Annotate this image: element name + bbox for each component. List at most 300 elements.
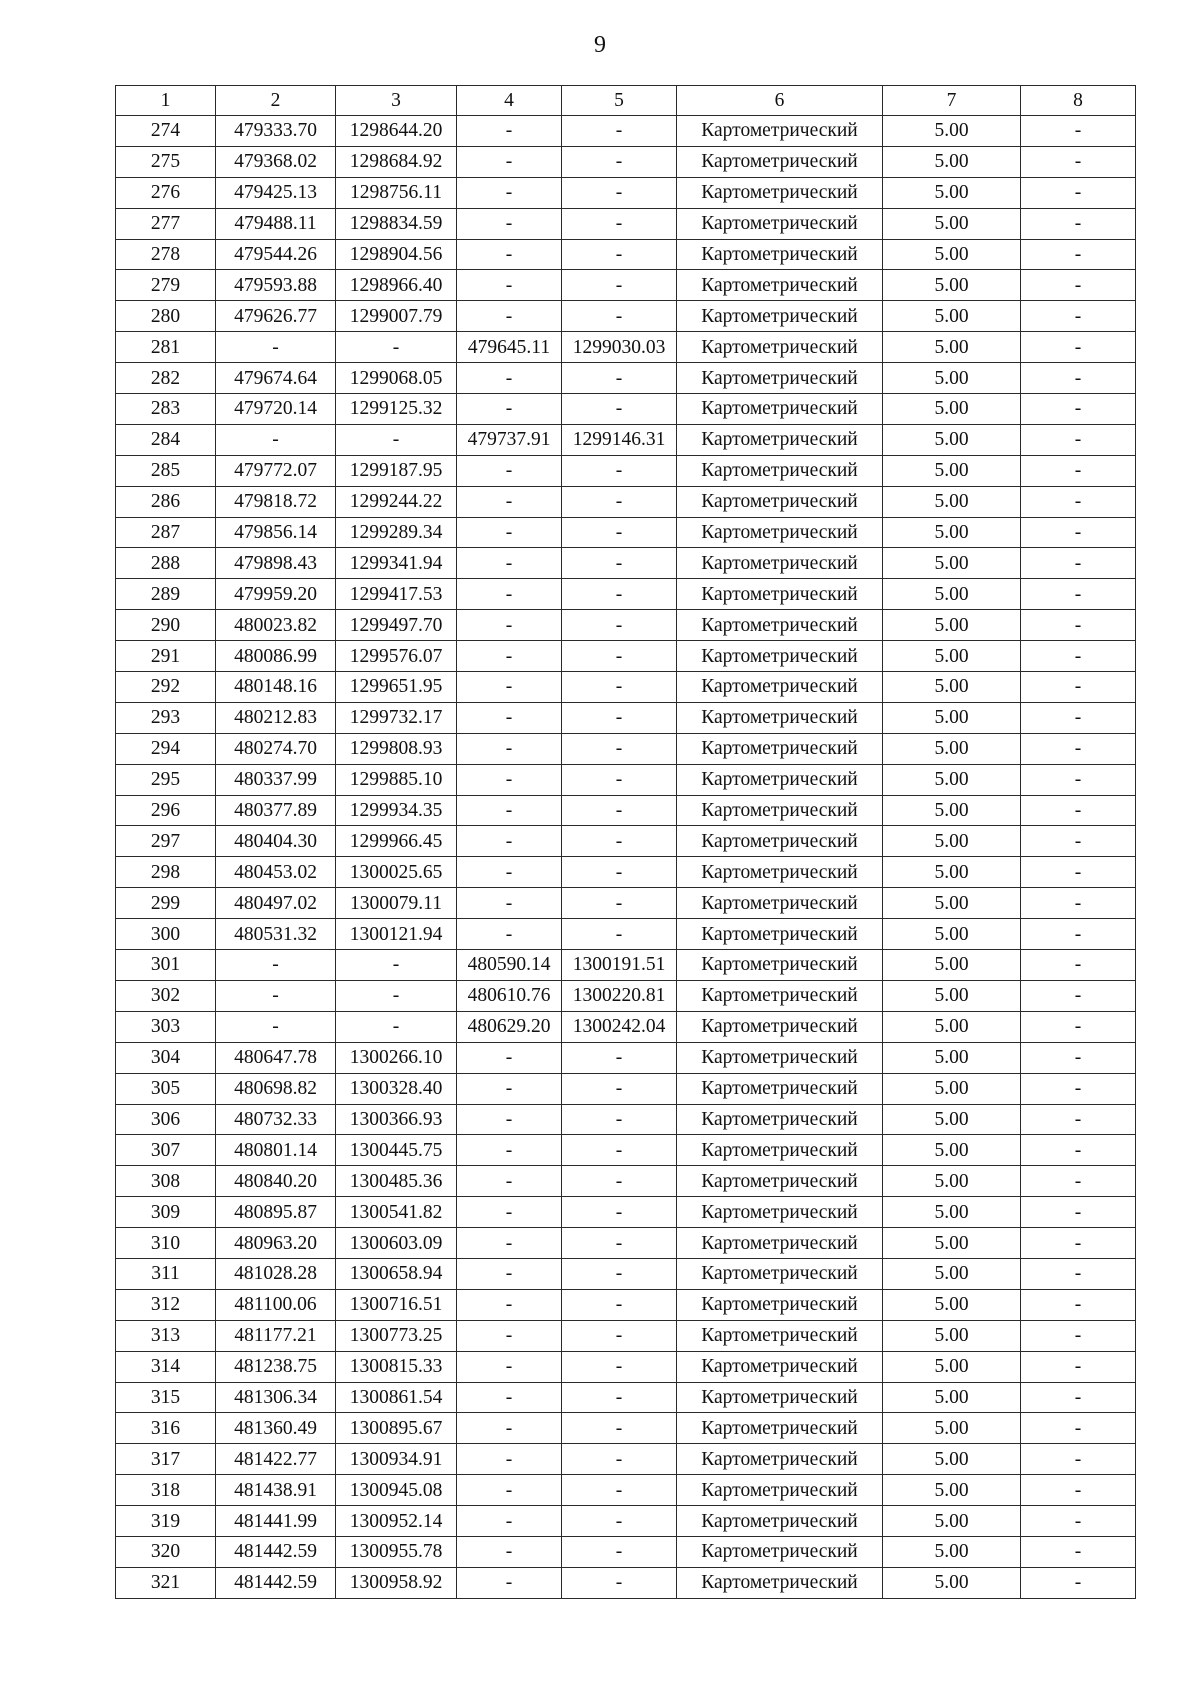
x-coordinate-cell: 479772.07 xyxy=(216,455,336,486)
y-coordinate-cell: 1299885.10 xyxy=(336,764,457,795)
table-row xyxy=(116,1536,1136,1567)
y-coordinate-cell: - xyxy=(336,332,457,363)
method-cell: Картометрический xyxy=(677,146,883,177)
point-number-cell: 313 xyxy=(116,1320,216,1351)
column-header: 5 xyxy=(562,86,677,116)
note-cell: - xyxy=(1021,424,1136,455)
x-coordinate-cell: 479898.43 xyxy=(216,548,336,579)
table-row xyxy=(116,919,1136,950)
point-number-cell: 308 xyxy=(116,1166,216,1197)
accuracy-cell: 5.00 xyxy=(883,1166,1021,1197)
y-coordinate-cell: - xyxy=(336,424,457,455)
x-coordinate-alt-cell: 480610.76 xyxy=(457,980,562,1011)
point-number-cell: 306 xyxy=(116,1104,216,1135)
y-coordinate-cell: 1300485.36 xyxy=(336,1166,457,1197)
method-cell: Картометрический xyxy=(677,1536,883,1567)
accuracy-cell: 5.00 xyxy=(883,1042,1021,1073)
y-coordinate-cell: 1300716.51 xyxy=(336,1289,457,1320)
y-coordinate-cell: 1299934.35 xyxy=(336,795,457,826)
method-cell: Картометрический xyxy=(677,610,883,641)
y-coordinate-alt-cell: - xyxy=(562,363,677,394)
table-row xyxy=(116,1166,1136,1197)
point-number-cell: 300 xyxy=(116,919,216,950)
x-coordinate-alt-cell: - xyxy=(457,579,562,610)
method-cell: Картометрический xyxy=(677,888,883,919)
y-coordinate-cell: 1300861.54 xyxy=(336,1382,457,1413)
y-coordinate-cell: 1300603.09 xyxy=(336,1228,457,1259)
y-coordinate-alt-cell: - xyxy=(562,641,677,672)
x-coordinate-alt-cell: - xyxy=(457,1042,562,1073)
x-coordinate-cell: 479720.14 xyxy=(216,394,336,425)
note-cell: - xyxy=(1021,610,1136,641)
y-coordinate-alt-cell: - xyxy=(562,1475,677,1506)
y-coordinate-alt-cell: - xyxy=(562,1382,677,1413)
method-cell: Картометрический xyxy=(677,1413,883,1444)
note-cell: - xyxy=(1021,1289,1136,1320)
point-number-cell: 303 xyxy=(116,1011,216,1042)
x-coordinate-alt-cell: - xyxy=(457,795,562,826)
y-coordinate-alt-cell: - xyxy=(562,1258,677,1289)
accuracy-cell: 5.00 xyxy=(883,270,1021,301)
accuracy-cell: 5.00 xyxy=(883,1506,1021,1537)
x-coordinate-cell: 480698.82 xyxy=(216,1073,336,1104)
note-cell: - xyxy=(1021,1135,1136,1166)
x-coordinate-alt-cell: - xyxy=(457,146,562,177)
accuracy-cell: 5.00 xyxy=(883,672,1021,703)
table-row xyxy=(116,424,1136,455)
x-coordinate-cell: 479544.26 xyxy=(216,239,336,270)
x-coordinate-alt-cell: - xyxy=(457,1382,562,1413)
x-coordinate-cell: 479818.72 xyxy=(216,486,336,517)
point-number-cell: 312 xyxy=(116,1289,216,1320)
table-row xyxy=(116,116,1136,147)
point-number-cell: 294 xyxy=(116,733,216,764)
x-coordinate-cell: 481028.28 xyxy=(216,1258,336,1289)
y-coordinate-cell: 1300945.08 xyxy=(336,1475,457,1506)
y-coordinate-cell: 1300445.75 xyxy=(336,1135,457,1166)
note-cell: - xyxy=(1021,239,1136,270)
note-cell: - xyxy=(1021,177,1136,208)
y-coordinate-alt-cell: 1299030.03 xyxy=(562,332,677,363)
accuracy-cell: 5.00 xyxy=(883,455,1021,486)
x-coordinate-cell: 479593.88 xyxy=(216,270,336,301)
x-coordinate-cell: 481442.59 xyxy=(216,1536,336,1567)
accuracy-cell: 5.00 xyxy=(883,610,1021,641)
accuracy-cell: 5.00 xyxy=(883,424,1021,455)
point-number-cell: 310 xyxy=(116,1228,216,1259)
x-coordinate-alt-cell: - xyxy=(457,826,562,857)
y-coordinate-cell: 1300958.92 xyxy=(336,1567,457,1598)
y-coordinate-alt-cell: - xyxy=(562,455,677,486)
y-coordinate-alt-cell: 1300220.81 xyxy=(562,980,677,1011)
point-number-cell: 284 xyxy=(116,424,216,455)
table-row xyxy=(116,672,1136,703)
x-coordinate-alt-cell: - xyxy=(457,888,562,919)
point-number-cell: 292 xyxy=(116,672,216,703)
y-coordinate-alt-cell: - xyxy=(562,610,677,641)
y-coordinate-alt-cell: - xyxy=(562,1104,677,1135)
note-cell: - xyxy=(1021,1258,1136,1289)
table-row xyxy=(116,146,1136,177)
x-coordinate-alt-cell: - xyxy=(457,517,562,548)
x-coordinate-cell: 479333.70 xyxy=(216,116,336,147)
method-cell: Картометрический xyxy=(677,795,883,826)
x-coordinate-alt-cell: - xyxy=(457,1444,562,1475)
method-cell: Картометрический xyxy=(677,1506,883,1537)
point-number-cell: 309 xyxy=(116,1197,216,1228)
note-cell: - xyxy=(1021,764,1136,795)
point-number-cell: 276 xyxy=(116,177,216,208)
y-coordinate-alt-cell: - xyxy=(562,239,677,270)
method-cell: Картометрический xyxy=(677,332,883,363)
method-cell: Картометрический xyxy=(677,672,883,703)
table-row xyxy=(116,363,1136,394)
note-cell: - xyxy=(1021,1197,1136,1228)
point-number-cell: 296 xyxy=(116,795,216,826)
table-row xyxy=(116,1289,1136,1320)
y-coordinate-alt-cell: - xyxy=(562,301,677,332)
y-coordinate-alt-cell: 1299146.31 xyxy=(562,424,677,455)
x-coordinate-alt-cell: - xyxy=(457,486,562,517)
table-row xyxy=(116,301,1136,332)
note-cell: - xyxy=(1021,208,1136,239)
method-cell: Картометрический xyxy=(677,950,883,981)
point-number-cell: 319 xyxy=(116,1506,216,1537)
x-coordinate-cell: 480212.83 xyxy=(216,702,336,733)
x-coordinate-cell: 480377.89 xyxy=(216,795,336,826)
point-number-cell: 315 xyxy=(116,1382,216,1413)
y-coordinate-alt-cell: - xyxy=(562,146,677,177)
method-cell: Картометрический xyxy=(677,1011,883,1042)
method-cell: Картометрический xyxy=(677,733,883,764)
point-number-cell: 301 xyxy=(116,950,216,981)
accuracy-cell: 5.00 xyxy=(883,517,1021,548)
accuracy-cell: 5.00 xyxy=(883,795,1021,826)
x-coordinate-alt-cell: - xyxy=(457,177,562,208)
note-cell: - xyxy=(1021,363,1136,394)
y-coordinate-alt-cell: - xyxy=(562,1320,677,1351)
table-row xyxy=(116,239,1136,270)
y-coordinate-alt-cell: - xyxy=(562,1135,677,1166)
method-cell: Картометрический xyxy=(677,980,883,1011)
table-row xyxy=(116,270,1136,301)
x-coordinate-alt-cell: - xyxy=(457,1475,562,1506)
point-number-cell: 282 xyxy=(116,363,216,394)
y-coordinate-alt-cell: - xyxy=(562,394,677,425)
x-coordinate-alt-cell: - xyxy=(457,1258,562,1289)
y-coordinate-cell: 1300328.40 xyxy=(336,1073,457,1104)
method-cell: Картометрический xyxy=(677,1444,883,1475)
x-coordinate-cell: 480840.20 xyxy=(216,1166,336,1197)
table-row xyxy=(116,1135,1136,1166)
method-cell: Картометрический xyxy=(677,1042,883,1073)
accuracy-cell: 5.00 xyxy=(883,764,1021,795)
y-coordinate-alt-cell: - xyxy=(562,116,677,147)
y-coordinate-cell: 1299966.45 xyxy=(336,826,457,857)
table-row xyxy=(116,1506,1136,1537)
method-cell: Картометрический xyxy=(677,270,883,301)
column-header: 6 xyxy=(677,86,883,116)
note-cell: - xyxy=(1021,919,1136,950)
x-coordinate-cell: 480963.20 xyxy=(216,1228,336,1259)
method-cell: Картометрический xyxy=(677,239,883,270)
table-row xyxy=(116,455,1136,486)
y-coordinate-cell: 1300934.91 xyxy=(336,1444,457,1475)
y-coordinate-cell: 1299187.95 xyxy=(336,455,457,486)
method-cell: Картометрический xyxy=(677,1475,883,1506)
table-row xyxy=(116,1011,1136,1042)
y-coordinate-alt-cell: - xyxy=(562,1197,677,1228)
point-number-cell: 314 xyxy=(116,1351,216,1382)
table-row xyxy=(116,1475,1136,1506)
x-coordinate-cell: 480732.33 xyxy=(216,1104,336,1135)
x-coordinate-alt-cell: - xyxy=(457,1073,562,1104)
table-row xyxy=(116,1104,1136,1135)
method-cell: Картометрический xyxy=(677,702,883,733)
note-cell: - xyxy=(1021,455,1136,486)
x-coordinate-cell: 479674.64 xyxy=(216,363,336,394)
x-coordinate-alt-cell: - xyxy=(457,394,562,425)
x-coordinate-alt-cell: - xyxy=(457,363,562,394)
y-coordinate-cell: 1298904.56 xyxy=(336,239,457,270)
x-coordinate-alt-cell: 479645.11 xyxy=(457,332,562,363)
table-row xyxy=(116,579,1136,610)
note-cell: - xyxy=(1021,116,1136,147)
accuracy-cell: 5.00 xyxy=(883,857,1021,888)
accuracy-cell: 5.00 xyxy=(883,702,1021,733)
x-coordinate-cell: 481422.77 xyxy=(216,1444,336,1475)
point-number-cell: 311 xyxy=(116,1258,216,1289)
y-coordinate-alt-cell: - xyxy=(562,1536,677,1567)
accuracy-cell: 5.00 xyxy=(883,1104,1021,1135)
note-cell: - xyxy=(1021,1011,1136,1042)
x-coordinate-cell: - xyxy=(216,1011,336,1042)
table-row xyxy=(116,1042,1136,1073)
method-cell: Картометрический xyxy=(677,424,883,455)
point-number-cell: 281 xyxy=(116,332,216,363)
method-cell: Картометрический xyxy=(677,764,883,795)
x-coordinate-cell: 480531.32 xyxy=(216,919,336,950)
note-cell: - xyxy=(1021,332,1136,363)
y-coordinate-alt-cell: - xyxy=(562,919,677,950)
method-cell: Картометрический xyxy=(677,1166,883,1197)
x-coordinate-alt-cell: - xyxy=(457,1197,562,1228)
table-row xyxy=(116,1073,1136,1104)
accuracy-cell: 5.00 xyxy=(883,363,1021,394)
accuracy-cell: 5.00 xyxy=(883,332,1021,363)
point-number-cell: 279 xyxy=(116,270,216,301)
x-coordinate-cell: 480274.70 xyxy=(216,733,336,764)
y-coordinate-cell: 1299068.05 xyxy=(336,363,457,394)
accuracy-cell: 5.00 xyxy=(883,116,1021,147)
note-cell: - xyxy=(1021,1382,1136,1413)
y-coordinate-alt-cell: - xyxy=(562,795,677,826)
x-coordinate-alt-cell: - xyxy=(457,672,562,703)
y-coordinate-alt-cell: - xyxy=(562,1444,677,1475)
x-coordinate-alt-cell: - xyxy=(457,1351,562,1382)
method-cell: Картометрический xyxy=(677,826,883,857)
method-cell: Картометрический xyxy=(677,1073,883,1104)
y-coordinate-alt-cell: - xyxy=(562,579,677,610)
accuracy-cell: 5.00 xyxy=(883,239,1021,270)
x-coordinate-alt-cell: - xyxy=(457,1228,562,1259)
x-coordinate-alt-cell: - xyxy=(457,208,562,239)
x-coordinate-cell: - xyxy=(216,332,336,363)
y-coordinate-cell: 1298684.92 xyxy=(336,146,457,177)
x-coordinate-cell: 480647.78 xyxy=(216,1042,336,1073)
table-row xyxy=(116,857,1136,888)
y-coordinate-alt-cell: - xyxy=(562,548,677,579)
table-row xyxy=(116,1258,1136,1289)
y-coordinate-alt-cell: - xyxy=(562,826,677,857)
note-cell: - xyxy=(1021,1228,1136,1259)
x-coordinate-cell: 481177.21 xyxy=(216,1320,336,1351)
x-coordinate-alt-cell: - xyxy=(457,1289,562,1320)
accuracy-cell: 5.00 xyxy=(883,888,1021,919)
x-coordinate-alt-cell: - xyxy=(457,1536,562,1567)
method-cell: Картометрический xyxy=(677,579,883,610)
note-cell: - xyxy=(1021,146,1136,177)
y-coordinate-alt-cell: - xyxy=(562,857,677,888)
y-coordinate-alt-cell: - xyxy=(562,517,677,548)
x-coordinate-alt-cell: - xyxy=(457,641,562,672)
x-coordinate-cell: 481306.34 xyxy=(216,1382,336,1413)
note-cell: - xyxy=(1021,733,1136,764)
y-coordinate-alt-cell: - xyxy=(562,1073,677,1104)
y-coordinate-cell: - xyxy=(336,950,457,981)
x-coordinate-alt-cell: - xyxy=(457,548,562,579)
y-coordinate-cell: 1300658.94 xyxy=(336,1258,457,1289)
note-cell: - xyxy=(1021,301,1136,332)
note-cell: - xyxy=(1021,1351,1136,1382)
point-number-cell: 298 xyxy=(116,857,216,888)
y-coordinate-cell: 1300952.14 xyxy=(336,1506,457,1537)
y-coordinate-cell: 1298644.20 xyxy=(336,116,457,147)
point-number-cell: 321 xyxy=(116,1567,216,1598)
table-row xyxy=(116,517,1136,548)
y-coordinate-alt-cell: - xyxy=(562,1413,677,1444)
note-cell: - xyxy=(1021,1475,1136,1506)
point-number-cell: 277 xyxy=(116,208,216,239)
x-coordinate-cell: 481441.99 xyxy=(216,1506,336,1537)
x-coordinate-alt-cell: - xyxy=(457,1567,562,1598)
accuracy-cell: 5.00 xyxy=(883,1320,1021,1351)
point-number-cell: 280 xyxy=(116,301,216,332)
x-coordinate-alt-cell: - xyxy=(457,919,562,950)
table-row xyxy=(116,826,1136,857)
method-cell: Картометрический xyxy=(677,1228,883,1259)
y-coordinate-cell: 1299244.22 xyxy=(336,486,457,517)
method-cell: Картометрический xyxy=(677,1320,883,1351)
point-number-cell: 297 xyxy=(116,826,216,857)
note-cell: - xyxy=(1021,517,1136,548)
table-header xyxy=(116,86,1136,116)
accuracy-cell: 5.00 xyxy=(883,1567,1021,1598)
table-row xyxy=(116,1320,1136,1351)
x-coordinate-alt-cell: - xyxy=(457,270,562,301)
note-cell: - xyxy=(1021,672,1136,703)
point-number-cell: 275 xyxy=(116,146,216,177)
accuracy-cell: 5.00 xyxy=(883,146,1021,177)
x-coordinate-cell: 480148.16 xyxy=(216,672,336,703)
table-row xyxy=(116,1228,1136,1259)
note-cell: - xyxy=(1021,579,1136,610)
method-cell: Картометрический xyxy=(677,517,883,548)
accuracy-cell: 5.00 xyxy=(883,980,1021,1011)
y-coordinate-cell: 1299289.34 xyxy=(336,517,457,548)
method-cell: Картометрический xyxy=(677,919,883,950)
y-coordinate-alt-cell: - xyxy=(562,1506,677,1537)
point-number-cell: 295 xyxy=(116,764,216,795)
method-cell: Картометрический xyxy=(677,1289,883,1320)
x-coordinate-alt-cell: - xyxy=(457,857,562,888)
x-coordinate-cell: 480337.99 xyxy=(216,764,336,795)
method-cell: Картометрический xyxy=(677,1567,883,1598)
accuracy-cell: 5.00 xyxy=(883,301,1021,332)
accuracy-cell: 5.00 xyxy=(883,1197,1021,1228)
accuracy-cell: 5.00 xyxy=(883,394,1021,425)
note-cell: - xyxy=(1021,888,1136,919)
y-coordinate-cell: 1299341.94 xyxy=(336,548,457,579)
method-cell: Картометрический xyxy=(677,1351,883,1382)
coordinates-table xyxy=(115,85,1136,1599)
table-row xyxy=(116,950,1136,981)
x-coordinate-alt-cell: - xyxy=(457,702,562,733)
x-coordinate-cell: 481438.91 xyxy=(216,1475,336,1506)
accuracy-cell: 5.00 xyxy=(883,1382,1021,1413)
x-coordinate-cell: 480801.14 xyxy=(216,1135,336,1166)
y-coordinate-alt-cell: - xyxy=(562,888,677,919)
note-cell: - xyxy=(1021,1042,1136,1073)
y-coordinate-cell: 1299007.79 xyxy=(336,301,457,332)
note-cell: - xyxy=(1021,548,1136,579)
y-coordinate-alt-cell: - xyxy=(562,1289,677,1320)
y-coordinate-cell: 1299732.17 xyxy=(336,702,457,733)
point-number-cell: 293 xyxy=(116,702,216,733)
page-number: 9 xyxy=(594,32,606,58)
note-cell: - xyxy=(1021,1320,1136,1351)
y-coordinate-alt-cell: - xyxy=(562,208,677,239)
column-header: 4 xyxy=(457,86,562,116)
x-coordinate-cell: - xyxy=(216,980,336,1011)
accuracy-cell: 5.00 xyxy=(883,1351,1021,1382)
y-coordinate-cell: 1298756.11 xyxy=(336,177,457,208)
y-coordinate-cell: 1300025.65 xyxy=(336,857,457,888)
accuracy-cell: 5.00 xyxy=(883,548,1021,579)
y-coordinate-alt-cell: - xyxy=(562,1351,677,1382)
table-row xyxy=(116,332,1136,363)
point-number-cell: 274 xyxy=(116,116,216,147)
y-coordinate-cell: 1300541.82 xyxy=(336,1197,457,1228)
point-number-cell: 318 xyxy=(116,1475,216,1506)
header-row xyxy=(116,86,1136,116)
table-row xyxy=(116,1351,1136,1382)
note-cell: - xyxy=(1021,857,1136,888)
x-coordinate-cell: 481238.75 xyxy=(216,1351,336,1382)
y-coordinate-cell: 1299125.32 xyxy=(336,394,457,425)
table-row xyxy=(116,1567,1136,1598)
x-coordinate-alt-cell: - xyxy=(457,239,562,270)
table-body xyxy=(116,116,1136,1599)
accuracy-cell: 5.00 xyxy=(883,486,1021,517)
method-cell: Картометрический xyxy=(677,1258,883,1289)
x-coordinate-alt-cell: 480590.14 xyxy=(457,950,562,981)
point-number-cell: 302 xyxy=(116,980,216,1011)
method-cell: Картометрический xyxy=(677,641,883,672)
x-coordinate-alt-cell: - xyxy=(457,1413,562,1444)
accuracy-cell: 5.00 xyxy=(883,1475,1021,1506)
point-number-cell: 285 xyxy=(116,455,216,486)
